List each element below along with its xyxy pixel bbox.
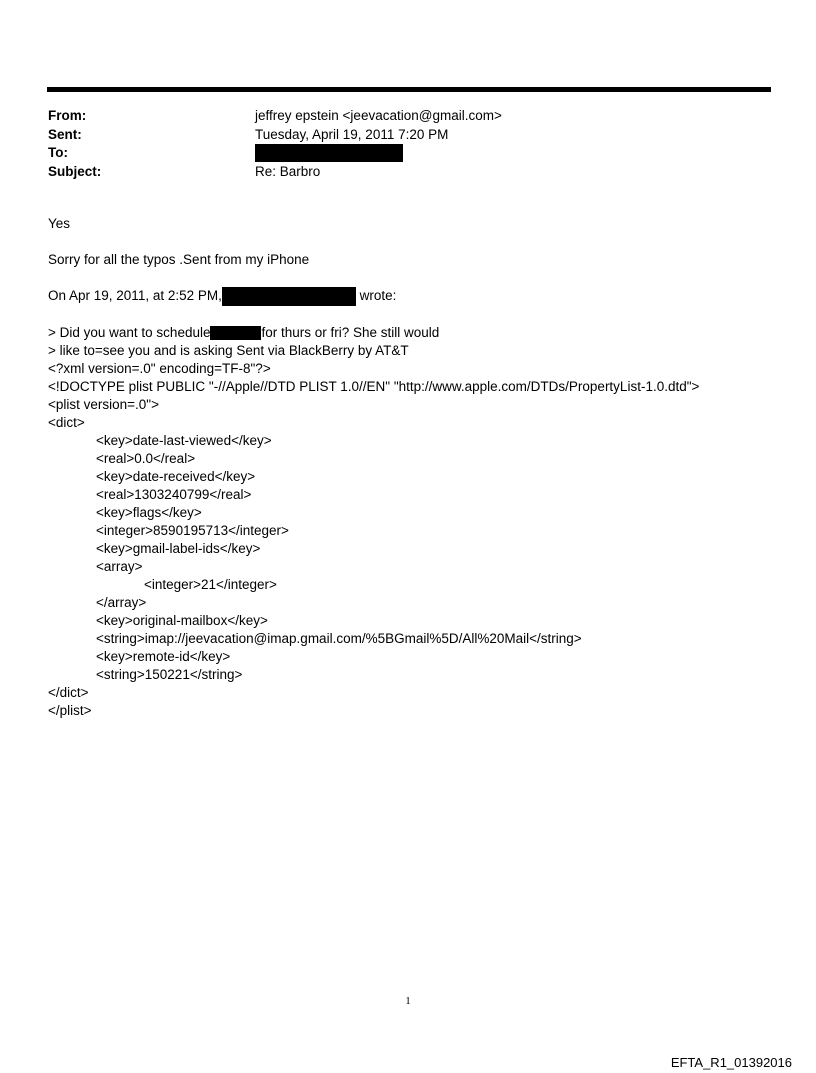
header-rule: [47, 87, 771, 92]
from-row: [48, 107, 748, 126]
plist-block: [48, 360, 788, 720]
email-body: [48, 215, 788, 720]
quote-intro-start: On Apr 19, 2011, at 2:52 PM,: [48, 288, 222, 304]
plist-line: <!DOCTYPE plist PUBLIC "-//Apple//DTD PLIST 1.0//EN" "http://www.apple.com/DTDs/PropertyList-1.0.dtd">: [48, 379, 700, 394]
plist-line: <plist version=.0">: [48, 397, 159, 412]
email-header: [48, 107, 748, 181]
quote-intro-end: wrote:: [355, 288, 397, 304]
plist-line: <string>150221</string>: [96, 667, 243, 682]
plist-line: <key>date-received</key>: [96, 469, 256, 484]
plist-line: <key>remote-id</key>: [96, 649, 231, 664]
plist-line: <key>flags</key>: [96, 505, 202, 520]
reply-text: Yes: [48, 216, 71, 231]
quote-line-1-start: > Did you want to schedule: [48, 325, 211, 340]
plist-line: <?xml version=.0" encoding=TF-8"?>: [48, 361, 271, 376]
plist-line: <integer>8590195713</integer>: [96, 523, 289, 538]
plist-line: </plist>: [48, 703, 92, 718]
subject-row: [48, 163, 748, 182]
quote-line-1: [48, 324, 788, 342]
to-label: To:: [48, 145, 68, 160]
from-value: jeffrey epstein <jeevacation@gmail.com>: [255, 108, 502, 123]
signature-text: Sorry for all the typos .Sent from my iPhone: [48, 252, 310, 267]
plist-line: <real>1303240799</real>: [96, 487, 252, 502]
plist-line: <real>0.0</real>: [96, 451, 196, 466]
quote-line-2: > like to=see you and is asking Sent via BlackBerry by AT&T: [48, 343, 409, 358]
subject-label: Subject:: [48, 163, 102, 179]
plist-line: <dict>: [48, 415, 85, 430]
page-number: 1: [405, 995, 411, 1007]
quote-line-1-end: for thurs or fri? She still would: [261, 325, 440, 340]
plist-line: <key>original-mailbox</key>: [96, 613, 268, 628]
document-id: EFTA_R1_01392016: [670, 1055, 792, 1070]
sent-value: Tuesday, April 19, 2011 7:20 PM: [255, 126, 449, 142]
from-label: From:: [48, 108, 87, 123]
plist-line: <string>imap://jeevacation@imap.gmail.com/%5BGmail%5D/All%20Mail</string>: [96, 631, 582, 646]
sent-row: [48, 126, 748, 145]
to-row: [48, 144, 748, 163]
sent-label: Sent:: [48, 126, 82, 142]
plist-line: <array>: [96, 559, 143, 574]
redaction-name: [210, 326, 261, 340]
quote-intro: [48, 287, 788, 306]
plist-line: <key>date-last-viewed</key>: [96, 433, 272, 448]
plist-line: <key>gmail-label-ids</key>: [96, 541, 261, 556]
subject-value: Re: Barbro: [255, 163, 321, 179]
redaction-sender: [222, 287, 356, 306]
plist-line: <integer>21</integer>: [144, 577, 277, 592]
plist-line: </array>: [96, 595, 147, 610]
plist-line: </dict>: [48, 685, 89, 700]
redaction-to: [255, 144, 403, 162]
